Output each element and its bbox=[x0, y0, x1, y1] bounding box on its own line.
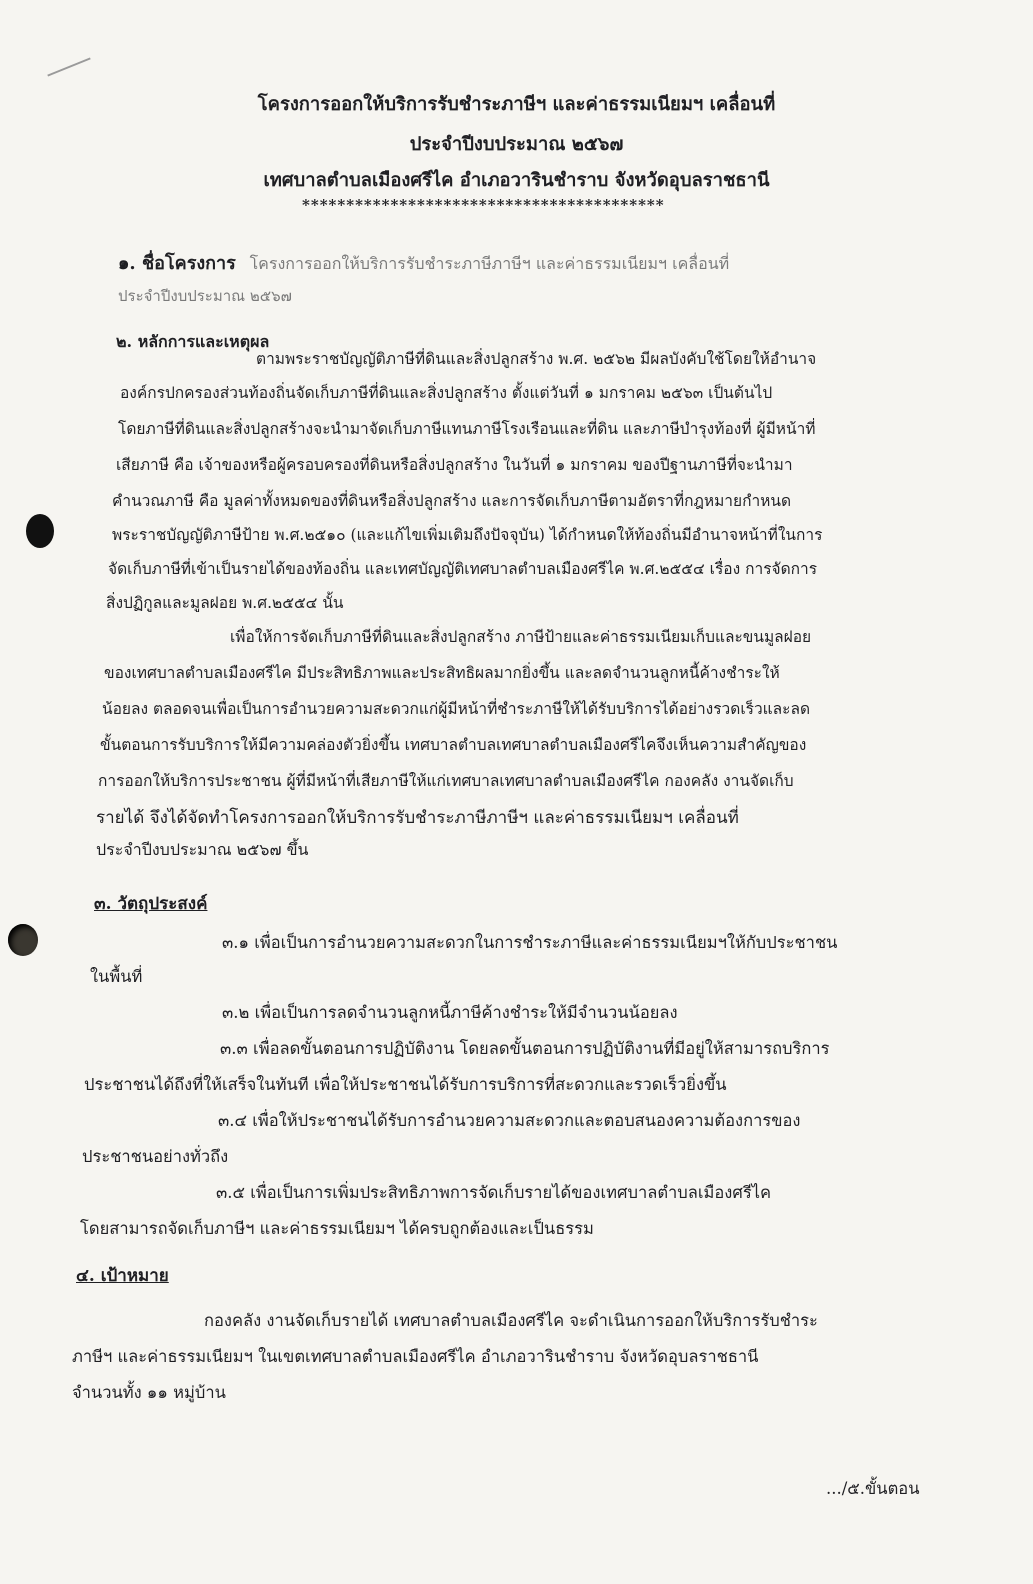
section2-line: ประจำปีงบประมาณ ๒๕๖๗ ขึ้น bbox=[96, 840, 309, 859]
objective-line: ๓.๓ เพื่อลดขั้นตอนการปฏิบัติงาน โดยลดขั้นตอนการปฏิบัติงานที่มีอยู่ให้สามารถบริการ bbox=[220, 1039, 830, 1058]
section1-text-line2: ประจำปีงบประมาณ ๒๕๖๗ bbox=[118, 287, 292, 305]
objective-line: ๓.๔ เพื่อให้ประชาชนได้รับการอำนวยความสะดวกและตอบสนองความต้องการของ bbox=[218, 1111, 801, 1130]
target-line: จำนวนทั้ง ๑๑ หมู่บ้าน bbox=[72, 1383, 226, 1402]
objective-line: ๓.๒ เพื่อเป็นการลดจำนวนลูกหนี้ภาษีค้างชำระให้มีจำนวนน้อยลง bbox=[222, 1003, 678, 1022]
section2-line: คำนวณภาษี คือ มูลค่าทั้งหมดของที่ดินหรือสิ่งปลูกสร้าง และการจัดเก็บภาษีตามอัตราที่กฎหมายกำหนด bbox=[112, 492, 792, 510]
section1-heading: ๑. ชื่อโครงการ bbox=[118, 253, 236, 274]
objective-line: ประชาชนได้ถึงที่ให้เสร็จในทันที เพื่อให้ประชาชนได้รับการบริการที่สะดวกและรวดเร็วยิ่งขึ้น bbox=[84, 1075, 727, 1094]
section2-line: เสียภาษี คือ เจ้าของหรือผู้ครอบครองที่ดินหรือสิ่งปลูกสร้าง ในวันที่ ๑ มกราคม ของปีฐานภาษีที่จะนำมา bbox=[116, 456, 793, 474]
section4-heading: ๔. เป้าหมาย bbox=[76, 1266, 169, 1286]
page-continuation: .../๕.ขั้นตอน bbox=[826, 1479, 920, 1498]
doc-title-line2: ประจำปีงบประมาณ ๒๕๖๗ bbox=[409, 134, 624, 155]
section2-line: พระราชบัญญัติภาษีป้าย พ.ศ.๒๕๑๐ (และแก้ไขเพิ่มเติมถึงปัจจุบัน) ได้กำหนดให้ท้องถิ่นมีอำนาจหน้าที่ในการ bbox=[112, 526, 823, 544]
section2-line: การออกให้บริการประชาชน ผู้ที่มีหน้าที่เสียภาษีให้แก่เทศบาลเทศบาลตำบลเมืองศรีไค กองคลัง งานจัดเก็บ bbox=[98, 772, 794, 790]
title-divider: ***************************************** bbox=[302, 196, 665, 214]
section2-heading: ๒. หลักการและเหตุผล bbox=[116, 332, 270, 351]
section2-line: เพื่อให้การจัดเก็บภาษีที่ดินและสิ่งปลูกสร้าง ภาษีป้ายและค่าธรรมเนียมเก็บและขนมูลฝอย bbox=[230, 628, 812, 646]
pen-mark bbox=[47, 57, 90, 76]
section2-line: ตามพระราชบัญญัติภาษีที่ดินและสิ่งปลูกสร้าง พ.ศ. ๒๕๖๒ มีผลบังคับใช้โดยให้อำนาจ bbox=[256, 350, 817, 368]
section2-line: ขั้นตอนการรับบริการให้มีความคล่องตัวยิ่งขึ้น เทศบาลตำบลเทศบาลตำบลเมืองศรีไคจึงเห็นความสำคัญของ bbox=[100, 736, 807, 754]
target-line: ภาษีฯ และค่าธรรมเนียมฯ ในเขตเทศบาลตำบลเมืองศรีไค อำเภอวารินชำราบ จังหวัดอุบลราชธานี bbox=[72, 1347, 759, 1366]
objective-line: ๓.๕ เพื่อเป็นการเพิ่มประสิทธิภาพการจัดเก็บรายได้ของเทศบาลตำบลเมืองศรีไค bbox=[216, 1183, 772, 1202]
section2-line: น้อยลง ตลอดจนเพื่อเป็นการอำนวยความสะดวกแก่ผู้มีหน้าที่ชำระภาษีให้ได้รับบริการได้อย่างรวดเร็วและลด bbox=[102, 700, 811, 718]
punch-hole-top bbox=[26, 514, 54, 548]
section2-line: จัดเก็บภาษีที่เข้าเป็นรายได้ของท้องถิ่น และเทศบัญญัติเทศบาลตำบลเมืองศรีไค พ.ศ.๒๕๕๔ เรื่อง การจัดการ bbox=[108, 560, 818, 578]
section1-row bbox=[118, 248, 729, 277]
objective-line: ๓.๑ เพื่อเป็นการอำนวยความสะดวกในการชำระภาษีและค่าธรรมเนียมฯให้กับประชาชน bbox=[222, 933, 838, 952]
punch-hole-bottom bbox=[8, 924, 38, 956]
section3-heading: ๓. วัตถุประสงค์ bbox=[94, 894, 208, 914]
objective-line: ประชาชนอย่างทั่วถึง bbox=[82, 1147, 229, 1166]
target-line: กองคลัง งานจัดเก็บรายได้ เทศบาลตำบลเมืองศรีไค จะดำเนินการออกให้บริการรับชำระ bbox=[204, 1311, 818, 1330]
section2-line: องค์กรปกครองส่วนท้องถิ่นจัดเก็บภาษีที่ดินและสิ่งปลูกสร้าง ตั้งแต่วันที่ ๑ มกราคม ๒๕๖๓ เป็นต้นไป bbox=[120, 384, 773, 402]
objective-line: ในพื้นที่ bbox=[90, 967, 143, 986]
section2-line: โดยภาษีที่ดินและสิ่งปลูกสร้างจะนำมาจัดเก็บภาษีแทนภาษีโรงเรือนและที่ดิน และภาษีบำรุงท้องที่ ผู้มีหน้าที่ bbox=[118, 420, 816, 438]
section1-text: โครงการออกให้บริการรับชำระภาษีภาษีฯ และค่าธรรมเนียมฯ เคลื่อนที่ bbox=[249, 254, 730, 273]
doc-title-line3: เทศบาลตำบลเมืองศรีไค อำเภอวารินชำราบ จังหวัดอุบลราชธานี bbox=[263, 170, 770, 191]
objective-line: โดยสามารถจัดเก็บภาษีฯ และค่าธรรมเนียมฯ ได้ครบถูกต้องและเป็นธรรม bbox=[80, 1219, 594, 1238]
section2-line: สิ่งปฏิกูลและมูลฝอย พ.ศ.๒๕๕๔ นั้น bbox=[106, 594, 344, 612]
doc-title-line1: โครงการออกให้บริการรับชำระภาษีฯ และค่าธรรมเนียมฯ เคลื่อนที่ bbox=[257, 94, 776, 115]
section2-line: รายได้ จึงได้จัดทำโครงการออกให้บริการรับชำระภาษีภาษีฯ และค่าธรรมเนียมฯ เคลื่อนที่ bbox=[96, 808, 739, 828]
section2-line: ของเทศบาลตำบลเมืองศรีไค มีประสิทธิภาพและประสิทธิผลมากยิ่งขึ้น และลดจำนวนลูกหนี้ค้างชำระให้ bbox=[104, 664, 780, 682]
